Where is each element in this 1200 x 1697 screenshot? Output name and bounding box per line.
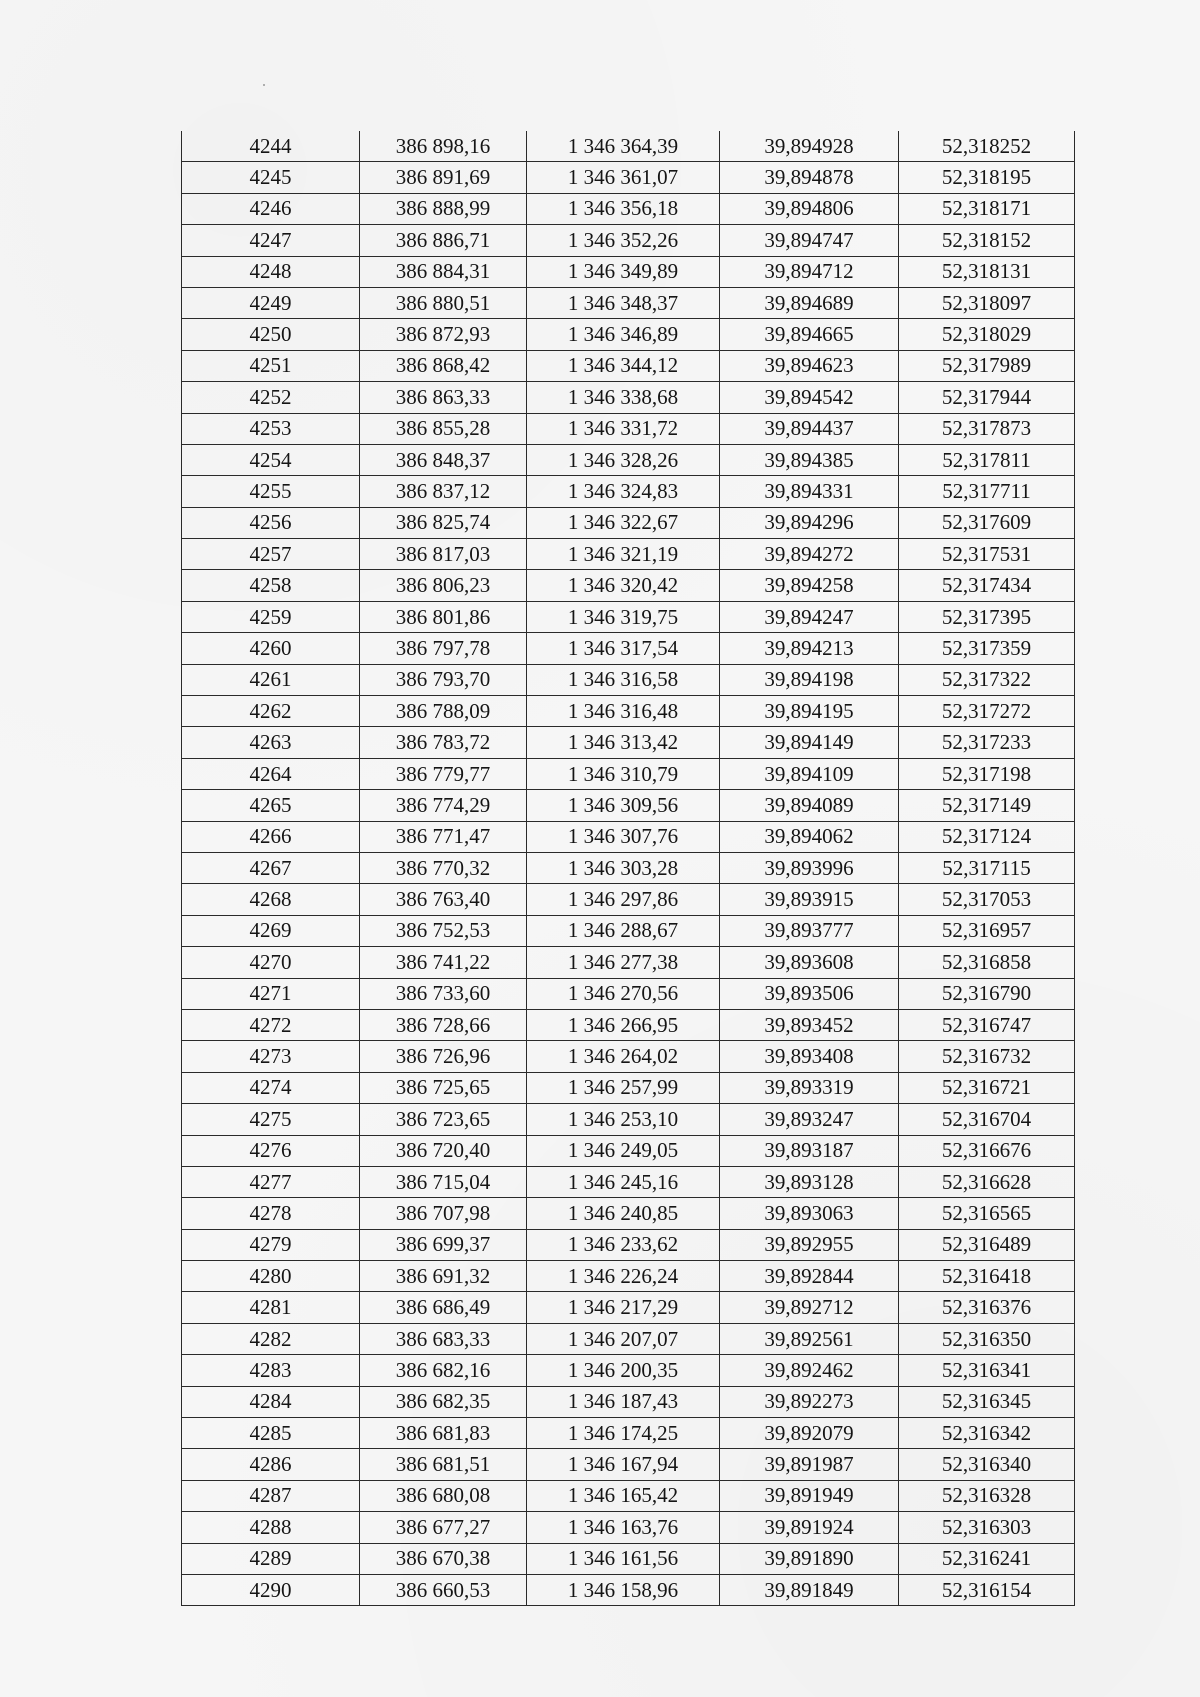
table-row (182, 1292, 1075, 1323)
point-number-cell: 4251 (182, 350, 360, 381)
table-row (182, 1512, 1075, 1543)
longitude-cell: 39,892955 (720, 1229, 899, 1260)
x-coordinate-cell: 386 872,93 (360, 319, 527, 350)
x-coordinate-cell: 386 725,65 (360, 1072, 527, 1103)
x-coordinate-cell: 386 888,99 (360, 193, 527, 224)
point-number-cell: 4285 (182, 1418, 360, 1449)
longitude-cell: 39,894149 (720, 727, 899, 758)
point-number-cell: 4260 (182, 633, 360, 664)
longitude-cell: 39,892462 (720, 1355, 899, 1386)
longitude-cell: 39,894665 (720, 319, 899, 350)
latitude-cell: 52,317233 (899, 727, 1075, 758)
point-number-cell: 4244 (182, 131, 360, 162)
longitude-cell: 39,893915 (720, 884, 899, 915)
x-coordinate-cell: 386 715,04 (360, 1166, 527, 1197)
latitude-cell: 52,316350 (899, 1323, 1075, 1354)
latitude-cell: 52,318152 (899, 225, 1075, 256)
longitude-cell: 39,894712 (720, 256, 899, 287)
latitude-cell: 52,317873 (899, 413, 1075, 444)
point-number-cell: 4281 (182, 1292, 360, 1323)
x-coordinate-cell: 386 682,35 (360, 1386, 527, 1417)
x-coordinate-cell: 386 682,16 (360, 1355, 527, 1386)
table-row (182, 570, 1075, 601)
longitude-cell: 39,894385 (720, 444, 899, 475)
x-coordinate-cell: 386 788,09 (360, 696, 527, 727)
table-row (182, 947, 1075, 978)
x-coordinate-cell: 386 868,42 (360, 350, 527, 381)
x-coordinate-cell: 386 681,51 (360, 1449, 527, 1480)
latitude-cell: 52,316676 (899, 1135, 1075, 1166)
table-row (182, 1261, 1075, 1292)
y-coordinate-cell: 1 346 264,02 (527, 1041, 720, 1072)
latitude-cell: 52,318195 (899, 162, 1075, 193)
x-coordinate-cell: 386 825,74 (360, 507, 527, 538)
point-number-cell: 4271 (182, 978, 360, 1009)
x-coordinate-cell: 386 691,32 (360, 1261, 527, 1292)
y-coordinate-cell: 1 346 309,56 (527, 790, 720, 821)
latitude-cell: 52,317053 (899, 884, 1075, 915)
y-coordinate-cell: 1 346 320,42 (527, 570, 720, 601)
longitude-cell: 39,894272 (720, 539, 899, 570)
longitude-cell: 39,894806 (720, 193, 899, 224)
point-number-cell: 4273 (182, 1041, 360, 1072)
longitude-cell: 39,894089 (720, 790, 899, 821)
latitude-cell: 52,317531 (899, 539, 1075, 570)
point-number-cell: 4284 (182, 1386, 360, 1417)
y-coordinate-cell: 1 346 349,89 (527, 256, 720, 287)
longitude-cell: 39,894198 (720, 664, 899, 695)
x-coordinate-cell: 386 741,22 (360, 947, 527, 978)
x-coordinate-cell: 386 763,40 (360, 884, 527, 915)
point-number-cell: 4270 (182, 947, 360, 978)
longitude-cell: 39,894296 (720, 507, 899, 538)
y-coordinate-cell: 1 346 303,28 (527, 852, 720, 883)
latitude-cell: 52,317944 (899, 382, 1075, 413)
latitude-cell: 52,318029 (899, 319, 1075, 350)
point-number-cell: 4268 (182, 884, 360, 915)
x-coordinate-cell: 386 793,70 (360, 664, 527, 695)
table-row (182, 1198, 1075, 1229)
table-row (182, 319, 1075, 350)
longitude-cell: 39,891949 (720, 1480, 899, 1511)
longitude-cell: 39,893777 (720, 915, 899, 946)
y-coordinate-cell: 1 346 346,89 (527, 319, 720, 350)
table-row (182, 758, 1075, 789)
coordinates-table-body (182, 131, 1075, 1606)
point-number-cell: 4263 (182, 727, 360, 758)
point-number-cell: 4247 (182, 225, 360, 256)
latitude-cell: 52,316418 (899, 1261, 1075, 1292)
x-coordinate-cell: 386 770,32 (360, 852, 527, 883)
table-row (182, 1166, 1075, 1197)
x-coordinate-cell: 386 680,08 (360, 1480, 527, 1511)
table-row (182, 1480, 1075, 1511)
longitude-cell: 39,892844 (720, 1261, 899, 1292)
latitude-cell: 52,316328 (899, 1480, 1075, 1511)
point-number-cell: 4278 (182, 1198, 360, 1229)
table-row (182, 1072, 1075, 1103)
latitude-cell: 52,316732 (899, 1041, 1075, 1072)
longitude-cell: 39,891987 (720, 1449, 899, 1480)
table-row (182, 915, 1075, 946)
table-row (182, 1418, 1075, 1449)
table-row (182, 1386, 1075, 1417)
latitude-cell: 52,317811 (899, 444, 1075, 475)
x-coordinate-cell: 386 723,65 (360, 1104, 527, 1135)
point-number-cell: 4252 (182, 382, 360, 413)
latitude-cell: 52,317434 (899, 570, 1075, 601)
coordinates-table (181, 131, 1075, 1606)
latitude-cell: 52,317198 (899, 758, 1075, 789)
latitude-cell: 52,316721 (899, 1072, 1075, 1103)
table-row (182, 821, 1075, 852)
table-row (182, 225, 1075, 256)
point-number-cell: 4275 (182, 1104, 360, 1135)
table-row (182, 633, 1075, 664)
y-coordinate-cell: 1 346 352,26 (527, 225, 720, 256)
y-coordinate-cell: 1 346 249,05 (527, 1135, 720, 1166)
y-coordinate-cell: 1 346 316,48 (527, 696, 720, 727)
latitude-cell: 52,317124 (899, 821, 1075, 852)
point-number-cell: 4245 (182, 162, 360, 193)
table-row (182, 382, 1075, 413)
longitude-cell: 39,894747 (720, 225, 899, 256)
table-row (182, 507, 1075, 538)
latitude-cell: 52,316489 (899, 1229, 1075, 1260)
table-row (182, 256, 1075, 287)
x-coordinate-cell: 386 677,27 (360, 1512, 527, 1543)
longitude-cell: 39,893452 (720, 1009, 899, 1040)
latitude-cell: 52,317359 (899, 633, 1075, 664)
longitude-cell: 39,893506 (720, 978, 899, 1009)
latitude-cell: 52,316790 (899, 978, 1075, 1009)
y-coordinate-cell: 1 346 174,25 (527, 1418, 720, 1449)
point-number-cell: 4249 (182, 287, 360, 318)
latitude-cell: 52,316154 (899, 1574, 1075, 1605)
point-number-cell: 4287 (182, 1480, 360, 1511)
point-number-cell: 4264 (182, 758, 360, 789)
table-row (182, 1009, 1075, 1040)
table-row (182, 1041, 1075, 1072)
y-coordinate-cell: 1 346 270,56 (527, 978, 720, 1009)
y-coordinate-cell: 1 346 233,62 (527, 1229, 720, 1260)
longitude-cell: 39,894331 (720, 476, 899, 507)
y-coordinate-cell: 1 346 240,85 (527, 1198, 720, 1229)
table-row (182, 1574, 1075, 1605)
longitude-cell: 39,893319 (720, 1072, 899, 1103)
x-coordinate-cell: 386 774,29 (360, 790, 527, 821)
x-coordinate-cell: 386 898,16 (360, 131, 527, 162)
latitude-cell: 52,316342 (899, 1418, 1075, 1449)
table-row (182, 1135, 1075, 1166)
point-number-cell: 4280 (182, 1261, 360, 1292)
x-coordinate-cell: 386 681,83 (360, 1418, 527, 1449)
x-coordinate-cell: 386 817,03 (360, 539, 527, 570)
x-coordinate-cell: 386 848,37 (360, 444, 527, 475)
y-coordinate-cell: 1 346 277,38 (527, 947, 720, 978)
x-coordinate-cell: 386 880,51 (360, 287, 527, 318)
table-row (182, 444, 1075, 475)
point-number-cell: 4288 (182, 1512, 360, 1543)
point-number-cell: 4262 (182, 696, 360, 727)
y-coordinate-cell: 1 346 348,37 (527, 287, 720, 318)
latitude-cell: 52,316376 (899, 1292, 1075, 1323)
longitude-cell: 39,892273 (720, 1386, 899, 1417)
latitude-cell: 52,317149 (899, 790, 1075, 821)
y-coordinate-cell: 1 346 313,42 (527, 727, 720, 758)
x-coordinate-cell: 386 728,66 (360, 1009, 527, 1040)
latitude-cell: 52,318252 (899, 131, 1075, 162)
table-row (182, 1229, 1075, 1260)
latitude-cell: 52,317609 (899, 507, 1075, 538)
point-number-cell: 4258 (182, 570, 360, 601)
point-number-cell: 4266 (182, 821, 360, 852)
longitude-cell: 39,894928 (720, 131, 899, 162)
table-row (182, 476, 1075, 507)
longitude-cell: 39,893996 (720, 852, 899, 883)
latitude-cell: 52,316345 (899, 1386, 1075, 1417)
y-coordinate-cell: 1 346 158,96 (527, 1574, 720, 1605)
point-number-cell: 4277 (182, 1166, 360, 1197)
table-row (182, 696, 1075, 727)
y-coordinate-cell: 1 346 344,12 (527, 350, 720, 381)
y-coordinate-cell: 1 346 167,94 (527, 1449, 720, 1480)
latitude-cell: 52,316628 (899, 1166, 1075, 1197)
y-coordinate-cell: 1 346 297,86 (527, 884, 720, 915)
x-coordinate-cell: 386 686,49 (360, 1292, 527, 1323)
y-coordinate-cell: 1 346 317,54 (527, 633, 720, 664)
point-number-cell: 4246 (182, 193, 360, 224)
point-number-cell: 4286 (182, 1449, 360, 1480)
point-number-cell: 4276 (182, 1135, 360, 1166)
longitude-cell: 39,894195 (720, 696, 899, 727)
y-coordinate-cell: 1 346 338,68 (527, 382, 720, 413)
y-coordinate-cell: 1 346 331,72 (527, 413, 720, 444)
x-coordinate-cell: 386 801,86 (360, 601, 527, 632)
y-coordinate-cell: 1 346 187,43 (527, 1386, 720, 1417)
table-row (182, 1355, 1075, 1386)
y-coordinate-cell: 1 346 161,56 (527, 1543, 720, 1574)
longitude-cell: 39,894689 (720, 287, 899, 318)
point-number-cell: 4253 (182, 413, 360, 444)
x-coordinate-cell: 386 771,47 (360, 821, 527, 852)
point-number-cell: 4282 (182, 1323, 360, 1354)
latitude-cell: 52,316303 (899, 1512, 1075, 1543)
table-row (182, 727, 1075, 758)
table-row (182, 193, 1075, 224)
table-row (182, 664, 1075, 695)
x-coordinate-cell: 386 863,33 (360, 382, 527, 413)
latitude-cell: 52,317272 (899, 696, 1075, 727)
y-coordinate-cell: 1 346 361,07 (527, 162, 720, 193)
longitude-cell: 39,893408 (720, 1041, 899, 1072)
longitude-cell: 39,894109 (720, 758, 899, 789)
y-coordinate-cell: 1 346 356,18 (527, 193, 720, 224)
x-coordinate-cell: 386 797,78 (360, 633, 527, 664)
x-coordinate-cell: 386 683,33 (360, 1323, 527, 1354)
y-coordinate-cell: 1 346 266,95 (527, 1009, 720, 1040)
latitude-cell: 52,317711 (899, 476, 1075, 507)
x-coordinate-cell: 386 806,23 (360, 570, 527, 601)
longitude-cell: 39,891890 (720, 1543, 899, 1574)
longitude-cell: 39,894258 (720, 570, 899, 601)
y-coordinate-cell: 1 346 328,26 (527, 444, 720, 475)
y-coordinate-cell: 1 346 163,76 (527, 1512, 720, 1543)
y-coordinate-cell: 1 346 307,76 (527, 821, 720, 852)
longitude-cell: 39,893247 (720, 1104, 899, 1135)
scan-speck (263, 84, 265, 86)
y-coordinate-cell: 1 346 288,67 (527, 915, 720, 946)
point-number-cell: 4290 (182, 1574, 360, 1605)
y-coordinate-cell: 1 346 322,67 (527, 507, 720, 538)
longitude-cell: 39,892712 (720, 1292, 899, 1323)
table-row (182, 790, 1075, 821)
table-row (182, 978, 1075, 1009)
x-coordinate-cell: 386 783,72 (360, 727, 527, 758)
latitude-cell: 52,318131 (899, 256, 1075, 287)
longitude-cell: 39,894213 (720, 633, 899, 664)
point-number-cell: 4289 (182, 1543, 360, 1574)
x-coordinate-cell: 386 699,37 (360, 1229, 527, 1260)
latitude-cell: 52,317989 (899, 350, 1075, 381)
point-number-cell: 4254 (182, 444, 360, 475)
y-coordinate-cell: 1 346 165,42 (527, 1480, 720, 1511)
longitude-cell: 39,892561 (720, 1323, 899, 1354)
y-coordinate-cell: 1 346 319,75 (527, 601, 720, 632)
latitude-cell: 52,317322 (899, 664, 1075, 695)
point-number-cell: 4267 (182, 852, 360, 883)
y-coordinate-cell: 1 346 364,39 (527, 131, 720, 162)
table-row (182, 601, 1075, 632)
latitude-cell: 52,316241 (899, 1543, 1075, 1574)
latitude-cell: 52,317115 (899, 852, 1075, 883)
point-number-cell: 4248 (182, 256, 360, 287)
x-coordinate-cell: 386 891,69 (360, 162, 527, 193)
y-coordinate-cell: 1 346 217,29 (527, 1292, 720, 1323)
y-coordinate-cell: 1 346 324,83 (527, 476, 720, 507)
point-number-cell: 4265 (182, 790, 360, 821)
longitude-cell: 39,894623 (720, 350, 899, 381)
y-coordinate-cell: 1 346 310,79 (527, 758, 720, 789)
table-row (182, 413, 1075, 444)
point-number-cell: 4269 (182, 915, 360, 946)
x-coordinate-cell: 386 837,12 (360, 476, 527, 507)
x-coordinate-cell: 386 670,38 (360, 1543, 527, 1574)
longitude-cell: 39,893063 (720, 1198, 899, 1229)
latitude-cell: 52,318171 (899, 193, 1075, 224)
y-coordinate-cell: 1 346 321,19 (527, 539, 720, 570)
point-number-cell: 4272 (182, 1009, 360, 1040)
y-coordinate-cell: 1 346 257,99 (527, 1072, 720, 1103)
x-coordinate-cell: 386 752,53 (360, 915, 527, 946)
y-coordinate-cell: 1 346 207,07 (527, 1323, 720, 1354)
y-coordinate-cell: 1 346 200,35 (527, 1355, 720, 1386)
table-row (182, 287, 1075, 318)
x-coordinate-cell: 386 886,71 (360, 225, 527, 256)
point-number-cell: 4279 (182, 1229, 360, 1260)
x-coordinate-cell: 386 720,40 (360, 1135, 527, 1166)
y-coordinate-cell: 1 346 316,58 (527, 664, 720, 695)
longitude-cell: 39,893187 (720, 1135, 899, 1166)
longitude-cell: 39,893608 (720, 947, 899, 978)
x-coordinate-cell: 386 779,77 (360, 758, 527, 789)
latitude-cell: 52,316747 (899, 1009, 1075, 1040)
point-number-cell: 4283 (182, 1355, 360, 1386)
latitude-cell: 52,318097 (899, 287, 1075, 318)
point-number-cell: 4256 (182, 507, 360, 538)
latitude-cell: 52,316341 (899, 1355, 1075, 1386)
point-number-cell: 4274 (182, 1072, 360, 1103)
longitude-cell: 39,894878 (720, 162, 899, 193)
latitude-cell: 52,316704 (899, 1104, 1075, 1135)
longitude-cell: 39,894247 (720, 601, 899, 632)
point-number-cell: 4259 (182, 601, 360, 632)
point-number-cell: 4261 (182, 664, 360, 695)
y-coordinate-cell: 1 346 245,16 (527, 1166, 720, 1197)
table-row (182, 1104, 1075, 1135)
table-row (182, 162, 1075, 193)
longitude-cell: 39,891924 (720, 1512, 899, 1543)
x-coordinate-cell: 386 660,53 (360, 1574, 527, 1605)
x-coordinate-cell: 386 707,98 (360, 1198, 527, 1229)
table-row (182, 131, 1075, 162)
x-coordinate-cell: 386 884,31 (360, 256, 527, 287)
longitude-cell: 39,894542 (720, 382, 899, 413)
point-number-cell: 4257 (182, 539, 360, 570)
table-row (182, 350, 1075, 381)
y-coordinate-cell: 1 346 253,10 (527, 1104, 720, 1135)
table-row (182, 1449, 1075, 1480)
table-row (182, 884, 1075, 915)
table-row (182, 852, 1075, 883)
x-coordinate-cell: 386 733,60 (360, 978, 527, 1009)
latitude-cell: 52,316565 (899, 1198, 1075, 1229)
point-number-cell: 4250 (182, 319, 360, 350)
point-number-cell: 4255 (182, 476, 360, 507)
table-row (182, 1543, 1075, 1574)
longitude-cell: 39,892079 (720, 1418, 899, 1449)
x-coordinate-cell: 386 726,96 (360, 1041, 527, 1072)
longitude-cell: 39,893128 (720, 1166, 899, 1197)
longitude-cell: 39,894062 (720, 821, 899, 852)
x-coordinate-cell: 386 855,28 (360, 413, 527, 444)
longitude-cell: 39,894437 (720, 413, 899, 444)
latitude-cell: 52,316957 (899, 915, 1075, 946)
latitude-cell: 52,317395 (899, 601, 1075, 632)
latitude-cell: 52,316858 (899, 947, 1075, 978)
latitude-cell: 52,316340 (899, 1449, 1075, 1480)
y-coordinate-cell: 1 346 226,24 (527, 1261, 720, 1292)
longitude-cell: 39,891849 (720, 1574, 899, 1605)
table-row (182, 539, 1075, 570)
table-row (182, 1323, 1075, 1354)
